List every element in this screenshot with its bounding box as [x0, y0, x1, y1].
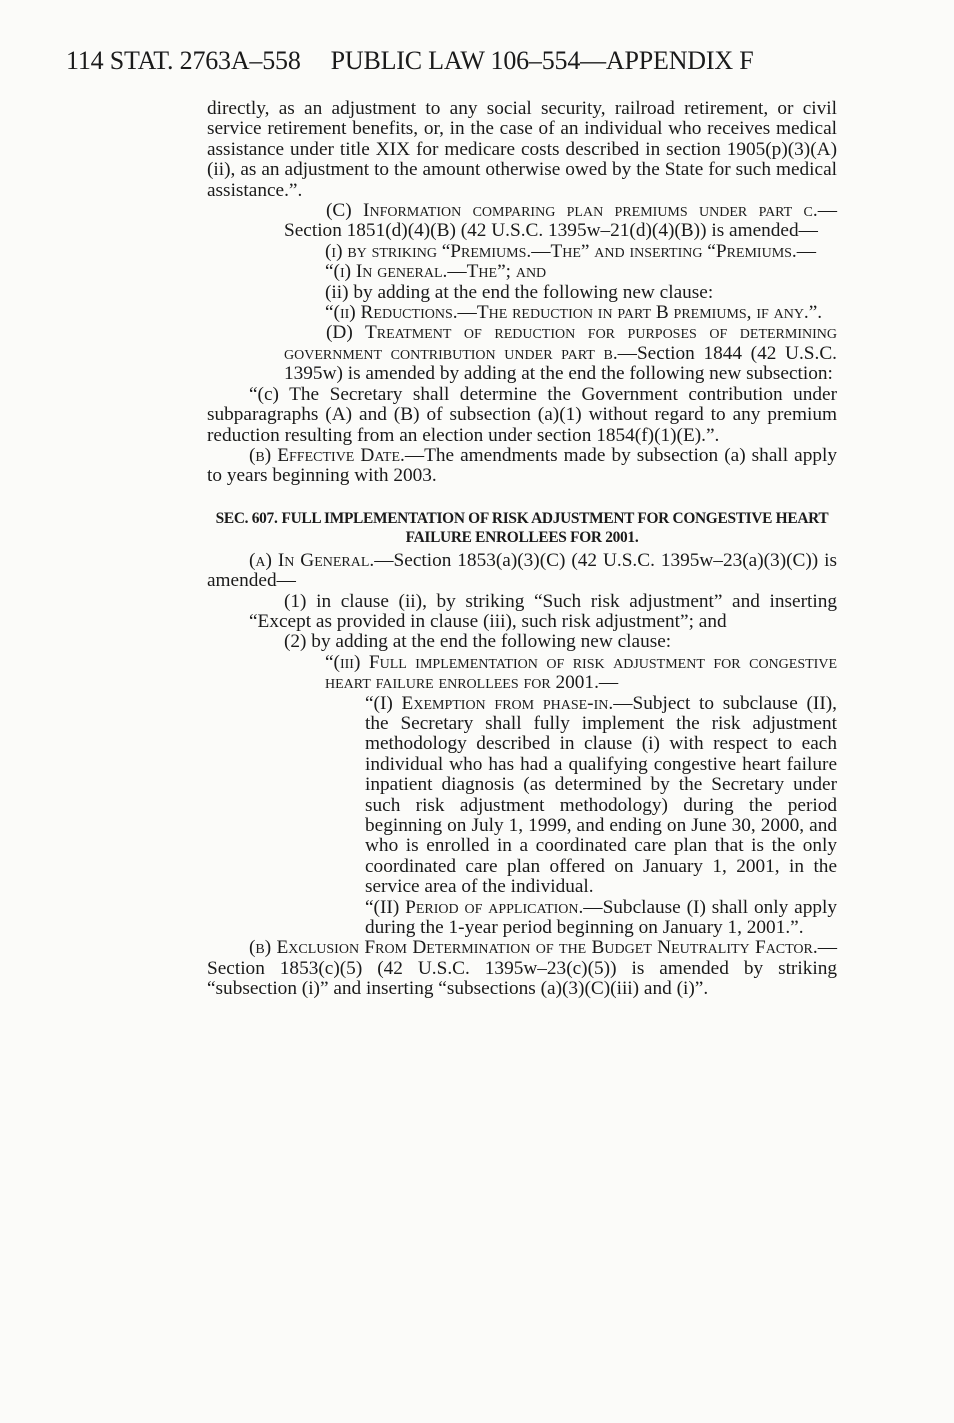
subsection-a-heading: (a) In General. — [249, 549, 375, 571]
paragraph-a2: (2) by adding at the end the following new clause: — [284, 631, 672, 653]
clause-c-i-general-text: “(i) In general.—The”; and — [325, 261, 547, 283]
clause-c-i-general — [207, 262, 837, 282]
subclause-II — [207, 898, 837, 939]
subclause-II-heading: “(II) Period of application. — [365, 896, 584, 918]
clause-iii-heading — [207, 653, 837, 694]
paragraph-a1: (1) in clause (ii), by striking “Such risk adjustment” and inserting “Except as provided in clause (iii), such risk adjustment”; and — [249, 590, 837, 632]
subparagraph-d-heading: (D) Treatment of reduction for purposes of determining government contribution under part b. — [284, 322, 837, 364]
subparagraph-c-heading: (C) Information comparing plan premiums under part c. — [326, 200, 818, 222]
effective-date — [207, 446, 837, 487]
running-head — [66, 46, 926, 76]
clause-c-i — [207, 242, 837, 262]
section-title: FULL IMPLEMENTATION OF RISK ADJUSTMENT FOR CONGESTIVE HEART FAILURE ENROLLEES FOR 2001. — [281, 509, 829, 546]
paragraph-continuation: directly, as an adjustment to any social security, railroad retirement, or civil service retirement benefits, or, in the case of an individual who receives medical assistance under title XIX for medicare costs described in section 1905(p)(3)(A)(ii), as an adjustment to the amount otherwise owed by the State for such medical assistance.”. — [207, 98, 837, 201]
subsection-a-text: —Section 1853(a)(3)(C) (42 U.S.C. 1395w–23(a)(3)(C)) is amended— — [207, 549, 837, 592]
subsection-b-heading: (b) Exclusion From Determination of the Budget Neutrality Factor. — [249, 937, 818, 959]
clause-c-i-text: (i) by striking “Premiums.—The” and inserting “Premiums.— — [325, 240, 817, 262]
stat-citation: 114 STAT. 2763A–558 — [66, 46, 301, 75]
running-head-title: PUBLIC LAW 106–554—APPENDIX F — [330, 46, 754, 75]
section-heading — [207, 509, 837, 547]
effective-date-heading: (b) Effective Date. — [249, 444, 405, 466]
subparagraph-c-text: —Section 1851(d)(4)(B) (42 U.S.C. 1395w–21(d)(4)(B)) is amended— — [284, 200, 837, 242]
clause-iii-heading-text: “(iii) Full implementation of risk adjustment for congestive heart failure enrollees for 2001.— — [325, 651, 837, 694]
document-body — [207, 99, 837, 1000]
subparagraph-d — [207, 323, 837, 384]
subclause-I-text: —Subject to subclause (II), the Secretary shall fully implement the risk adjustment methodology described in clause (i) with respect to each individual who has had a qualifying congestive heart failure inpatient diagnosis (as determined by the Secretary under such risk adjustment methodology) during the period beginning on July 1, 1999, and ending on June 30, 2000, and who is enrolled in a coordinated care plan that is the only coordinated care plan offered on January 1, 2001, in the service area of the individual. — [365, 692, 837, 898]
subclause-II-text: —Subclause (I) shall only apply during the 1-year period beginning on January 1, 2001.”. — [365, 896, 837, 939]
subsection-a — [207, 551, 837, 592]
clause-c-ii-reductions — [207, 303, 837, 323]
clause-c-ii: (ii) by adding at the end the following new clause: — [325, 281, 714, 303]
section-number: SEC. 607. — [215, 509, 278, 527]
new-subsection-c: “(c) The Secretary shall determine the Government contribution under subparagraphs (A) and (B) of subsection (a)(1) without regard to any premium reduction resulting from an election under section 1854(f)(1)(E).”. — [207, 383, 837, 446]
subsection-b-text: —Section 1853(c)(5) (42 U.S.C. 1395w–23(c)(5)) is amended by striking “subsection (i)” and inserting “subsections (a)(3)(C)(iii) and (i)”. — [207, 937, 837, 1000]
subclause-I-heading: “(I) Exemption from phase-in. — [365, 692, 614, 714]
effective-date-text: —The amendments made by subsection (a) shall apply to years beginning with 2003. — [207, 444, 837, 487]
subsection-b — [207, 938, 837, 999]
clause-c-ii-reductions-text: “(ii) Reductions.—The reduction in part B premiums, if any.”. — [325, 302, 823, 324]
subclause-I — [207, 694, 837, 898]
subparagraph-c — [207, 201, 837, 242]
subparagraph-d-text: —Section 1844 (42 U.S.C. 1395w) is amended by adding at the end the following new subsection: — [284, 342, 837, 385]
